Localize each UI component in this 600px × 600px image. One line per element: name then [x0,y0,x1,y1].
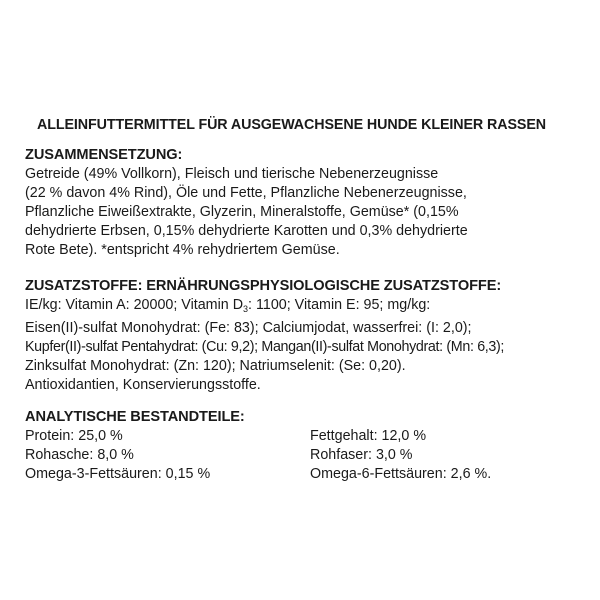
additives-line: Eisen(II)-sulfat Monohydrat: (Fe: 83); Calciumjodat, wasserfrei: (I: 2,0); [25,320,472,336]
additives-line-part: : 1100; Vitamin E: 95; mg/kg: [248,297,431,313]
analytical-grid [25,427,585,484]
additives-line [25,296,585,319]
analytical-section [25,408,585,484]
analytical-value: Protein: 25,0 % [25,428,123,444]
analytical-value: Rohfaser: 3,0 % [310,447,413,463]
analytical-value: Omega-3-Fettsäuren: 0,15 % [25,466,211,482]
analytical-value: Omega-6-Fettsäuren: 2,6 %. [310,466,492,482]
additives-heading: ZUSATZSTOFFE: ERNÄHRUNGSPHYSIOLOGISCHE ZUSATZSTOFFE: [25,278,502,294]
analytical-heading: ANALYTISCHE BESTANDTEILE: [25,409,245,425]
additives-line-part: IE/kg: Vitamin A: 20000; Vitamin D [25,297,244,313]
composition-line: (22 % davon 4% Rind), Öle und Fette, Pflanzliche Nebenerzeugnisse, [25,185,467,201]
additives-text [25,296,585,395]
composition-line: Rote Bete). *entspricht 4% rehydriertem Gemüse. [25,242,340,258]
additives-line: Zinksulfat Monohydrat: (Zn: 120); Natriumselenit: (Se: 0,20). [25,358,406,374]
additives-section [25,277,585,395]
composition-section [25,146,585,260]
additives-line: Antioxidantien, Konservierungsstoffe. [25,377,261,393]
subscript-text: 3 [243,304,249,314]
product-title: ALLEINFUTTERMITTEL FÜR AUSGEWACHSENE HUNDE KLEINER RASSEN [37,117,547,133]
analytical-value: Rohasche: 8,0 % [25,447,134,463]
analytical-value: Fettgehalt: 12,0 % [310,428,427,444]
composition-line: Pflanzliche Eiweißextrakte, Glyzerin, Mineralstoffe, Gemüse* (0,15% [25,204,459,220]
composition-text [25,165,585,260]
composition-line: Getreide (49% Vollkorn), Fleisch und tierische Nebenerzeugnisse [25,166,439,182]
composition-heading: ZUSAMMENSETZUNG: [25,147,183,163]
composition-line: dehydrierte Erbsen, 0,15% dehydrierte Karotten und 0,3% dehydrierte [25,223,468,239]
additives-line: Kupfer(II)-sulfat Pentahydrat: (Cu: 9,2); Mangan(II)-sulfat Monohydrat: (Mn: 6,3); [25,339,505,355]
